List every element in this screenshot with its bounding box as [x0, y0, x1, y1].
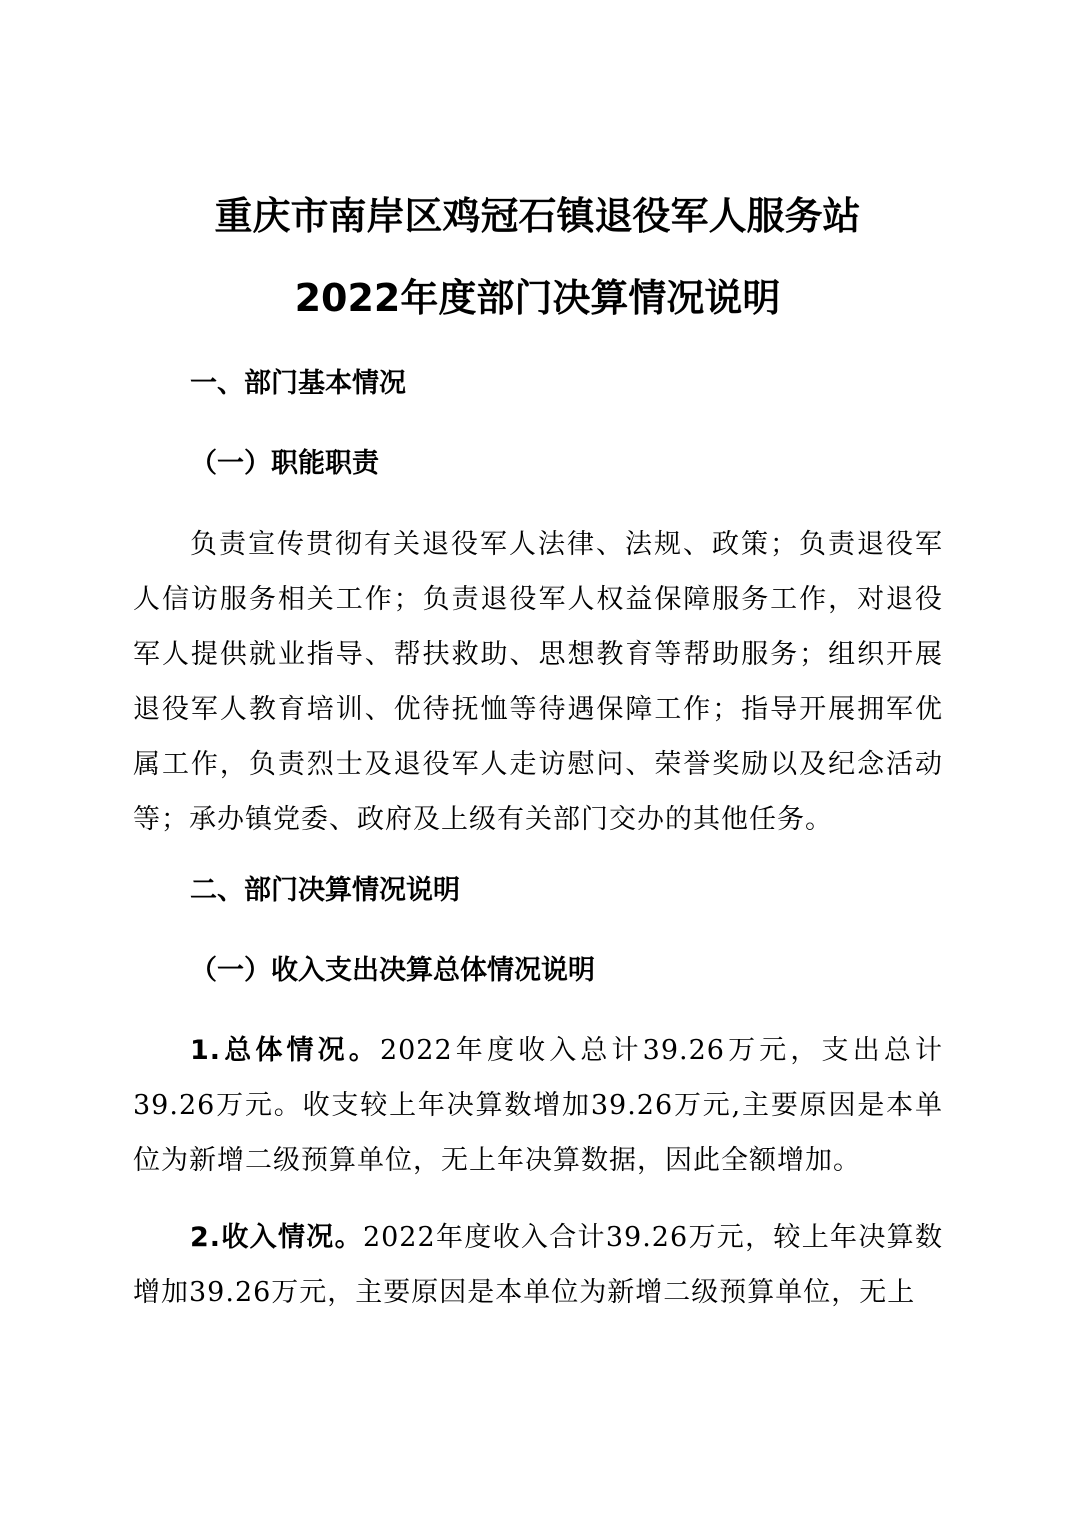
section-heading-basic-info: 一、部门基本情况 [190, 368, 406, 399]
paragraph-body-overall: 2022年度收入总计39.26万元，支出总计39.26万元。收支较上年决算数增加39.26万元,主要原因是本单位为新增二级预算单位，无上年决算数据，因此全额增加。 [133, 1035, 944, 1176]
document-title-line-2: 2022年度部门决算情况说明 [294, 276, 781, 320]
paragraph-income-situation [133, 1210, 943, 1320]
section-heading-final-accounts: 二、部门决算情况说明 [190, 875, 460, 906]
subheading-functions-duties: （一）职能职责 [190, 448, 379, 479]
document-title-line-1: 重庆市南岸区鸡冠石镇退役军人服务站 [214, 194, 861, 238]
paragraph-functions-duties: 负责宣传贯彻有关退役军人法律、法规、政策；负责退役军人信访服务相关工作；负责退役军人权益保障服务工作，对退役军人提供就业指导、帮扶救助、思想教育等帮助服务；组织开展退役军人教育培训、优待抚恤等待遇保障工作；指导开展拥军优属工作，负责烈士及退役军人走访慰问、荣誉奖励以及纪念活动等；承办镇党委、政府及上级有关部门交办的其他任务。 [133, 529, 943, 835]
subheading-income-expenditure-overview: （一）收入支出决算总体情况说明 [190, 955, 595, 986]
paragraph-lead-income: 2.收入情况。 [190, 1222, 363, 1253]
paragraph-body-income: 2022年度收入合计39.26万元，较上年决算数增加39.26万元，主要原因是本单位为新增二级预算单位，无上 [133, 1222, 943, 1308]
paragraph-lead-overall: 1.总体情况。 [190, 1035, 380, 1066]
paragraph-overall-situation [133, 1023, 943, 1188]
